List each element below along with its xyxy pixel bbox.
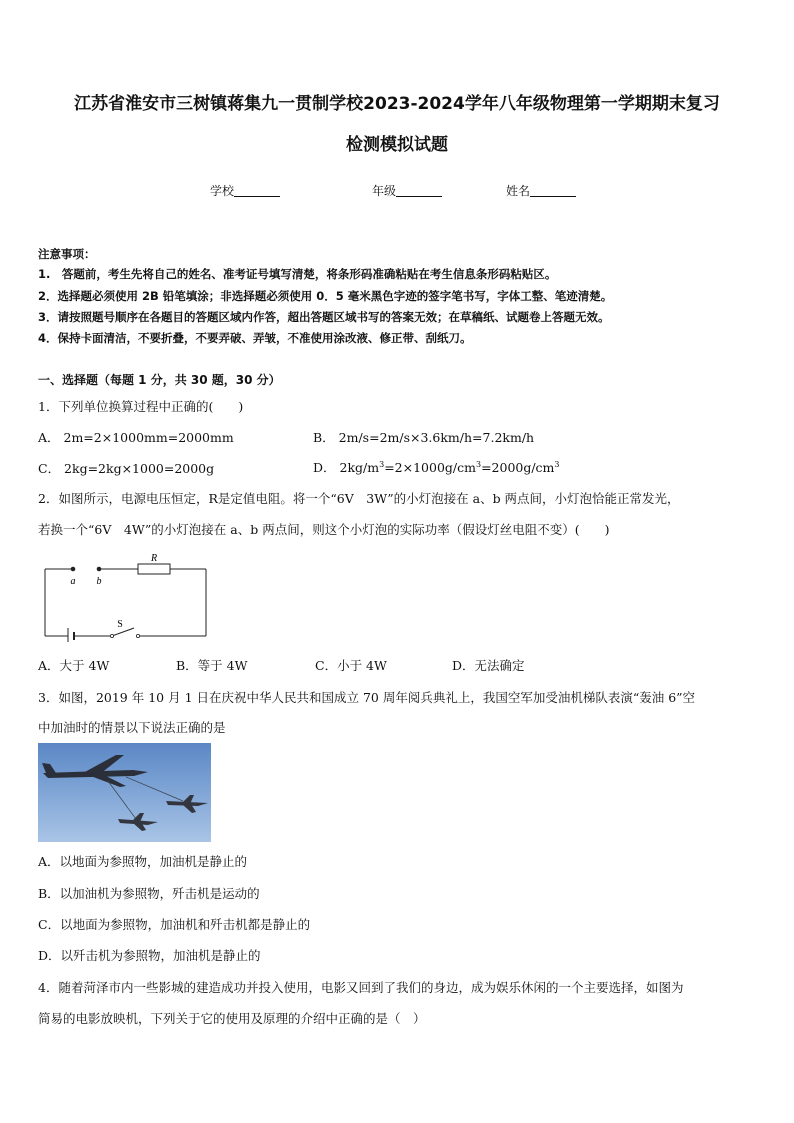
q4-stem-line1: 4．随着菏泽市内一些影城的建造成功并投入使用，电影又回到了我们的身边，成为娱乐休闲的一个主要选择，如图为 [38,980,684,995]
notes-item-1: 1. 答题前，考生先将自己的姓名、准考证号填写清楚，将条形码准确粘贴在考生信息条形码粘贴区。 [38,267,557,281]
label-S: S [117,619,123,630]
q3-option-b: B．以加油机为参照物，歼击机是运动的 [38,886,260,901]
section-heading: 一、选择题（每题 1 分，共 30 题，30 分） [38,373,281,387]
q1-option-c: C． 2kg=2kg×1000=2000g [38,461,215,476]
tanker-aircraft [42,755,148,787]
notes-item-2: 2．选择题必须使用 2B 铅笔填涂；非选择题必须使用 0．5 毫米黑色字迹的签字笔书写，字体工整、笔迹清楚。 [38,289,613,303]
refueling-photo [38,743,211,842]
q1-option-d-sup1: 3 [379,459,385,469]
q3-option-c: C．以地面为参照物，加油机和歼击机都是静止的 [38,917,311,932]
q3-stem-line1: 3．如图，2019 年 10 月 1 日在庆祝中华人民共和国成立 70 周年阅兵典礼上，我国空军加受油机梯队表演“轰油 6”空 [38,690,696,705]
circuit-diagram [38,550,218,642]
q1-option-d-sup3: 3 [554,459,560,469]
notes-item-4: 4．保持卡面清洁，不要折叠，不要弄破、弄皱，不准使用涂改液、修正带、刮纸刀。 [38,331,472,345]
q1-option-d-prefix: D． 2kg/m [313,460,380,475]
q2-stem-line2: 若换一个“6V 4W”的小灯泡接在 a、b 两点间，则这个小灯泡的实际功率（假设灯丝电阻不变）( ) [38,522,610,537]
label-b: b [96,576,102,587]
name-field [506,182,576,199]
q2-stem-line1: 2．如图所示，电源电压恒定，R是定值电阻。将一个“6V 3W”的小灯泡接在 a、b 两点间，小灯泡恰能正常发光， [38,491,680,506]
q1-option-d-sup2: 3 [475,459,482,469]
q3-option-d: D．以歼击机为参照物，加油机是静止的 [38,948,261,963]
terminal-b [97,567,102,572]
q3-option-a: A．以地面为参照物，加油机是静止的 [38,854,248,869]
resistor-R [138,564,170,574]
q2-option-c: C．小于 4W [315,658,387,673]
fuel-hose-2 [108,781,136,819]
q2-option-b: B．等于 4W [176,658,248,673]
switch-contact [136,634,139,637]
fuel-hose-1 [126,777,183,801]
fighter-jet-2 [118,813,158,831]
grade-field [372,182,442,199]
label-R: R [150,553,158,564]
school-field [210,182,280,199]
school-blank [234,184,280,197]
q1-option-a: A． 2m=2×1000mm=2000mm [38,430,234,445]
q1-stem: 1．下列单位换算过程中正确的( ) [38,399,244,414]
page-title-line2: 检测模拟试题 [346,135,448,155]
name-label: 姓名 [506,184,531,198]
name-blank [530,184,576,197]
q1-option-d [313,458,560,476]
switch-pivot [110,634,113,637]
page-title-line1: 江苏省淮安市三树镇蒋集九一贯制学校2023-2024学年八年级物理第一学期期末复习 [74,94,720,114]
refueling-photo-illustration [38,743,211,842]
fighter-jet-1 [166,795,208,813]
q1-option-d-suffix: =2000g/cm [481,460,555,475]
grade-blank [396,184,442,197]
label-a: a [70,576,76,587]
q2-option-a: A．大于 4W [38,658,110,673]
q4-stem-line2: 简易的电影放映机，下列关于它的使用及原理的介绍中正确的是（ ） [38,1011,426,1026]
grade-label: 年级 [372,184,397,198]
notes-item-3: 3．请按照题号顺序在各题目的答题区域内作答，超出答题区域书写的答案无效；在草稿纸、试题卷上答题无效。 [38,310,610,324]
terminal-a [71,567,76,572]
q3-stem-line2: 中加油时的情景以下说法正确的是 [38,720,226,735]
q1-option-b: B． 2m/s=2m/s×3.6km/h=7.2km/h [313,430,535,445]
school-label: 学校 [210,184,235,198]
switch-blade [112,628,134,636]
notes-heading: 注意事项： [38,247,96,261]
q1-option-d-mid: =2×1000g/cm [384,460,476,475]
q2-option-d: D．无法确定 [452,658,525,673]
